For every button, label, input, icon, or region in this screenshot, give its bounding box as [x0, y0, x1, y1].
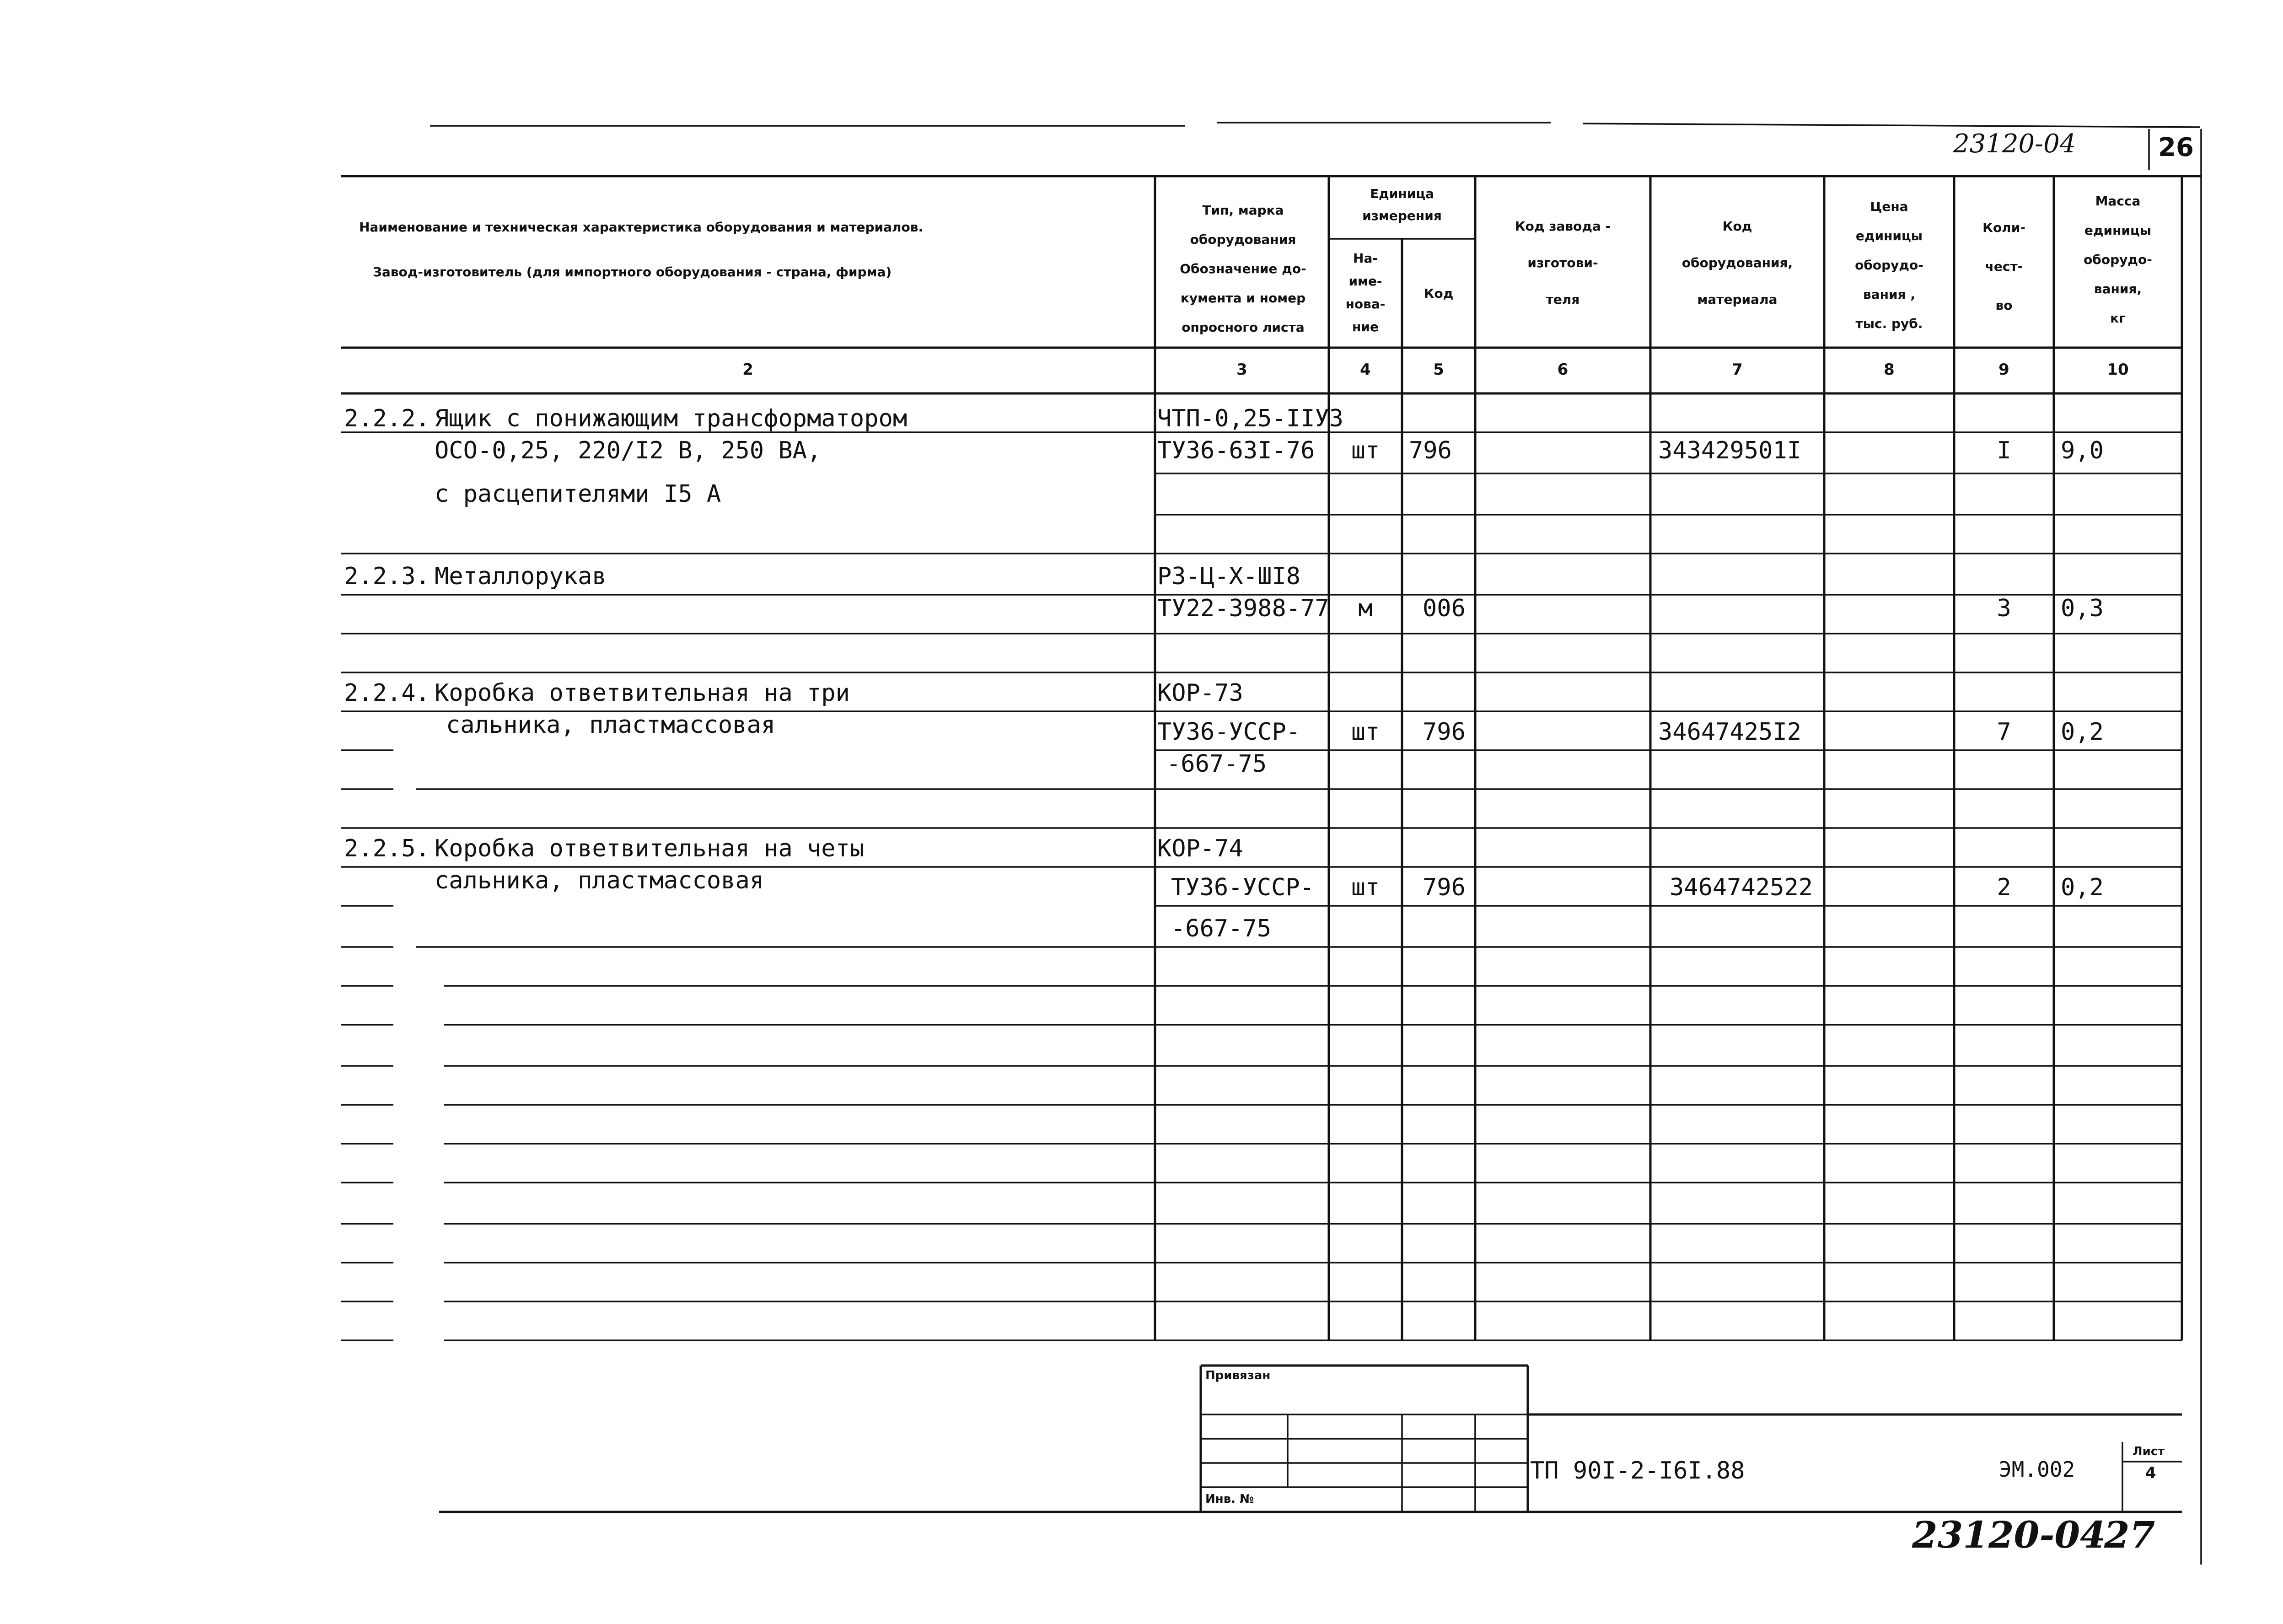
- header-col8-line: вания ,: [1863, 287, 1915, 302]
- header-col4: [1329, 247, 1402, 339]
- item-mass: 0,3: [2061, 595, 2104, 622]
- header-col3-line: кумента и номер: [1180, 290, 1306, 306]
- item-equip-code: 343429501I: [1658, 437, 1802, 464]
- top-rule: [1583, 124, 2200, 127]
- header-col4-line: ние: [1352, 319, 1379, 334]
- header-col8-line: единицы: [1855, 228, 1923, 243]
- bottom-stamp-page: 27: [2104, 1513, 2155, 1556]
- header-col3-line: Обозначение до-: [1180, 261, 1306, 276]
- item-name: сальника, пластмассовая: [446, 711, 776, 739]
- column-number: 4: [1360, 360, 1371, 379]
- header-col7-line: оборудования,: [1681, 255, 1793, 270]
- header-col10-line: оборудо-: [2084, 252, 2152, 267]
- header-col7: [1650, 208, 1824, 318]
- header-col8-line: тыс. руб.: [1855, 316, 1923, 331]
- item-unit: шт: [1351, 437, 1380, 464]
- header-col3-line: Тип, марка: [1202, 203, 1284, 218]
- header-col7-line: материала: [1697, 292, 1778, 307]
- item-number: 2.2.4.: [344, 679, 430, 707]
- sheet-number: 4: [2145, 1464, 2156, 1482]
- page-number: 26: [2158, 133, 2194, 162]
- column-number: 3: [1236, 360, 1247, 379]
- header-col6: [1475, 208, 1650, 318]
- column-number: 9: [1998, 360, 2009, 379]
- item-unit-code: 796: [1409, 437, 1452, 464]
- column-number: 6: [1557, 360, 1569, 379]
- header-col9: [1954, 208, 2054, 325]
- item-name: Коробка ответвительная на три: [435, 679, 850, 707]
- header-col9-line: во: [1995, 298, 2013, 313]
- privyazan-label: Привязан: [1205, 1369, 1271, 1382]
- item-unit-code: 796: [1423, 874, 1466, 901]
- item-type: ТУ22-3988-77: [1157, 595, 1329, 622]
- bottom-stamp: 23120-04: [1912, 1513, 2106, 1556]
- item-type: -667-75: [1171, 915, 1272, 942]
- header-col2-line1: Наименование и техническая характеристика оборудования и материалов.: [359, 220, 924, 235]
- header-col6-line: Код завода -: [1515, 219, 1611, 234]
- item-type: ТУ36-УССР-: [1171, 874, 1315, 901]
- item-name: сальника, пластмассовая: [435, 867, 764, 894]
- column-number: 7: [1732, 360, 1743, 379]
- header-col3-line: оборудования: [1190, 232, 1296, 247]
- item-name: Коробка ответвительная на четы: [435, 835, 865, 862]
- header-col7-line: Код: [1722, 219, 1752, 234]
- item-equip-code: 3464742522: [1670, 874, 1813, 901]
- header-col4-line: На-: [1353, 251, 1378, 266]
- item-qty: 7: [1997, 718, 2011, 746]
- item-unit-code: 796: [1423, 718, 1466, 746]
- column-number: 2: [742, 360, 753, 379]
- column-number: 5: [1433, 360, 1444, 379]
- header-col6-line: теля: [1546, 292, 1580, 307]
- header-col10: [2054, 187, 2182, 333]
- item-unit: шт: [1351, 718, 1380, 746]
- item-qty: 3: [1997, 595, 2011, 622]
- header-col8-line: оборудо-: [1855, 258, 1923, 273]
- item-unit: шт: [1351, 874, 1380, 901]
- sheet-label: Лист: [2133, 1445, 2165, 1458]
- item-mass: 9,0: [2061, 437, 2104, 464]
- header-col4-line: нова-: [1345, 296, 1386, 312]
- title-block-lines: [439, 1366, 2182, 1512]
- header-unit-line: Единица: [1370, 186, 1434, 201]
- header-col3-line: опросного листа: [1182, 320, 1305, 335]
- item-unit: м: [1358, 595, 1373, 622]
- item-type: -667-75: [1166, 750, 1267, 778]
- header-col10-line: единицы: [2084, 223, 2152, 238]
- document-mark: ЭМ.002: [1999, 1457, 2075, 1482]
- header-col2-line2: Завод-изготовитель (для импортного оборудования - страна, фирма): [373, 264, 892, 280]
- header-col9-line: чест-: [1985, 259, 2023, 274]
- item-type: ЧТП-0,25-IIУ3: [1157, 405, 1343, 432]
- header-col4-line: имe-: [1348, 274, 1382, 289]
- item-type: ТУ36-УССР-: [1157, 718, 1301, 746]
- header-col5: Код: [1424, 286, 1454, 301]
- item-name: Металлорукав: [435, 563, 607, 590]
- header-unit-group: [1329, 183, 1475, 227]
- header-col10-line: Масса: [2095, 194, 2141, 209]
- header-col10-line: вания,: [2094, 281, 2142, 296]
- item-unit-code: 006: [1423, 595, 1466, 622]
- item-type: ТУ36-63I-76: [1157, 437, 1315, 464]
- column-number: 10: [2107, 360, 2129, 379]
- inventory-label: Инв. №: [1205, 1492, 1254, 1506]
- header-col8: [1824, 192, 1954, 339]
- column-number: 8: [1884, 360, 1895, 379]
- item-number: 2.2.2.: [344, 405, 430, 432]
- document-designation: ТП 90I-2-I6I.88: [1530, 1457, 1745, 1484]
- header-col6-line: изготови-: [1527, 255, 1598, 270]
- item-mass: 0,2: [2061, 718, 2104, 746]
- header-col8-line: Цена: [1870, 199, 1908, 214]
- sheet-reference: 23120-04: [1953, 129, 2076, 159]
- header-col3: [1157, 196, 1329, 342]
- item-name: Ящик с понижающим трансформатором: [435, 405, 908, 432]
- item-qty: I: [1997, 437, 2011, 464]
- item-name: с расцепителями I5 А: [435, 480, 721, 508]
- item-equip-code: 34647425I2: [1658, 718, 1802, 746]
- item-type: КОР-74: [1157, 835, 1243, 862]
- header-unit-line: измерения: [1362, 208, 1442, 223]
- header-col10-line: кг: [2110, 311, 2126, 326]
- item-type: Р3-Ц-Х-ШI8: [1157, 563, 1301, 590]
- item-qty: 2: [1997, 874, 2011, 901]
- item-name: ОСО-0,25, 220/I2 В, 250 ВА,: [435, 437, 822, 464]
- item-mass: 0,2: [2061, 874, 2104, 901]
- item-type: КОР-73: [1157, 679, 1243, 707]
- header-col9-line: Коли-: [1982, 220, 2025, 235]
- item-number: 2.2.5.: [344, 835, 430, 862]
- item-number: 2.2.3.: [344, 563, 430, 590]
